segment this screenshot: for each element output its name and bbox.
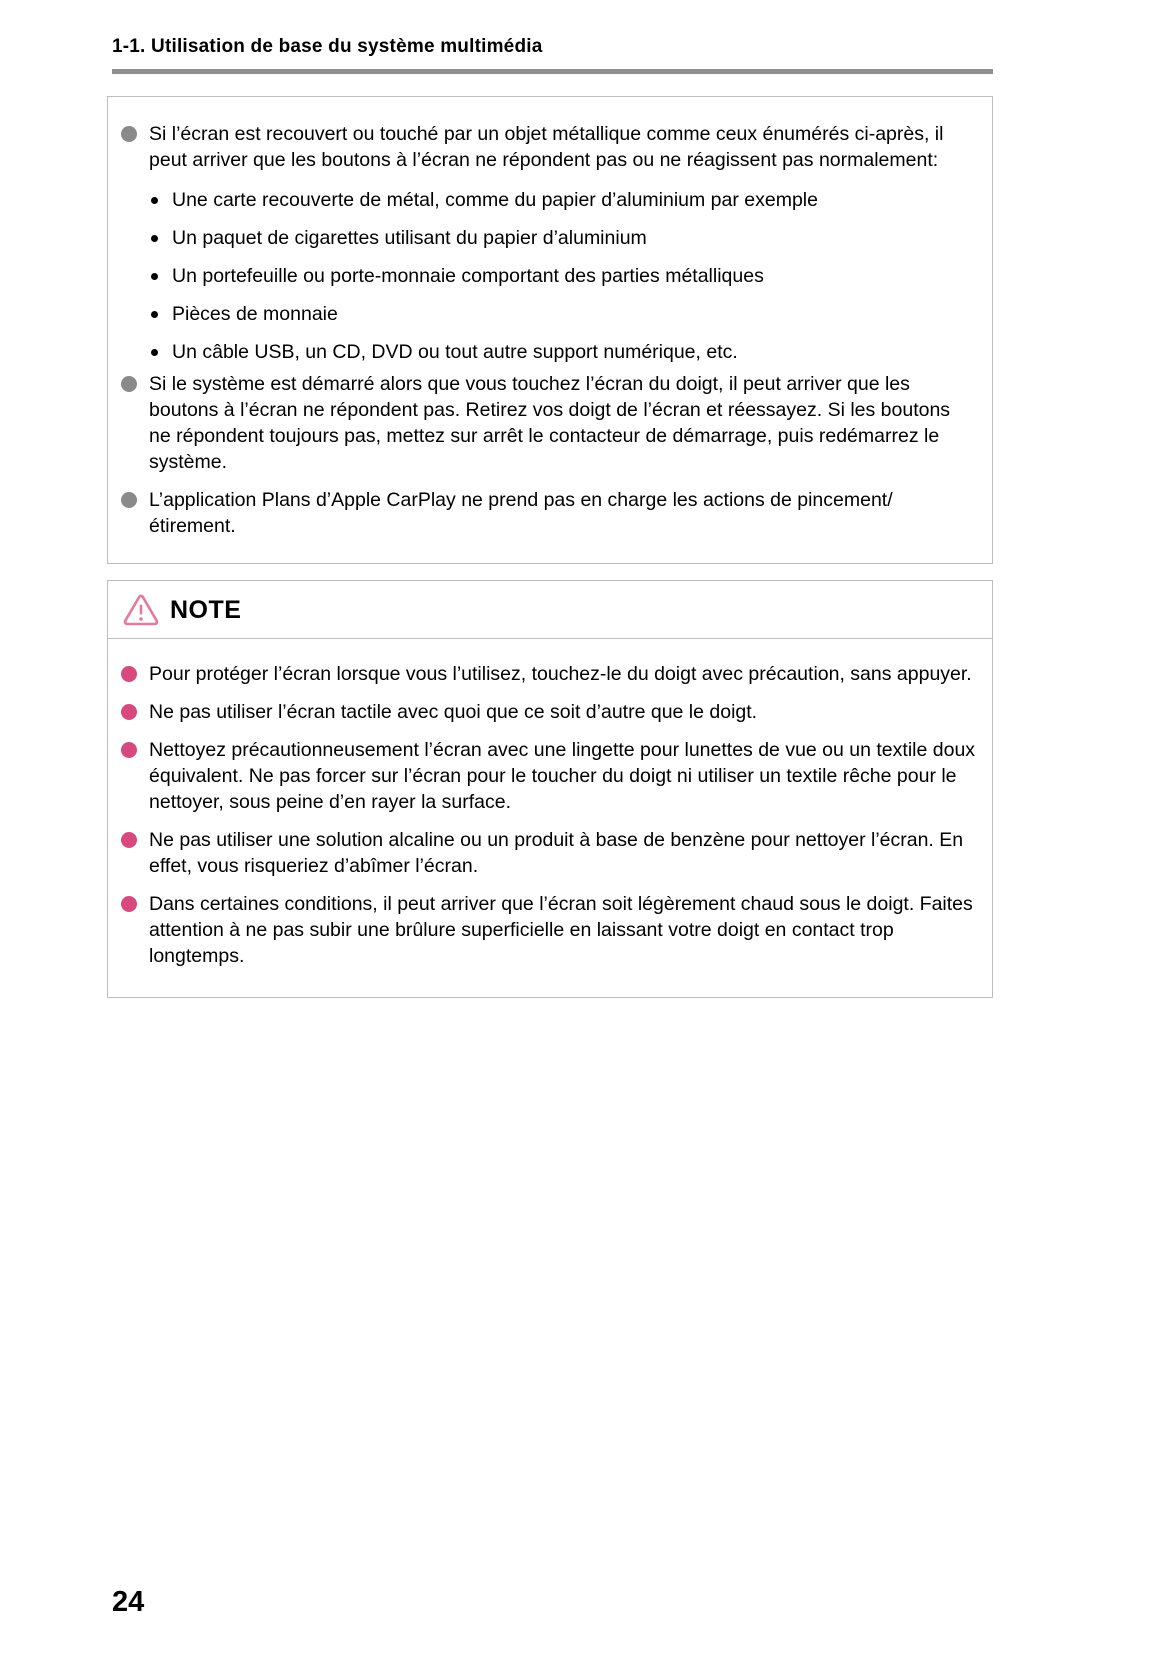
info-box — [107, 96, 993, 564]
sub-list-item — [151, 301, 976, 327]
sub-list-item — [151, 339, 976, 365]
dot-bullet-icon — [151, 235, 158, 242]
pink-bullet-icon — [121, 896, 137, 912]
list-item-text: L’application Plans d’Apple CarPlay ne prend pas en charge les actions de pincement/étirement. — [149, 489, 893, 537]
gray-bullet-icon — [121, 376, 137, 392]
pink-bullet-icon — [121, 704, 137, 720]
page-header — [112, 0, 993, 74]
list-item — [121, 827, 976, 879]
list-item-text: Ne pas utiliser l’écran tactile avec quoi que ce soit d’autre que le doigt. — [149, 701, 758, 723]
dot-bullet-icon — [151, 349, 158, 356]
note-title: NOTE — [170, 595, 242, 624]
list-item — [121, 891, 976, 969]
pink-bullet-icon — [121, 742, 137, 758]
sub-list-item — [151, 187, 976, 213]
pink-bullet-icon — [121, 666, 137, 682]
sub-list-item-text: Un paquet de cigarettes utilisant du papier d’aluminium — [172, 227, 647, 249]
dot-bullet-icon — [151, 311, 158, 318]
sub-list-item-text: Un câble USB, un CD, DVD ou tout autre support numérique, etc. — [172, 341, 738, 363]
note-box-body — [108, 639, 992, 997]
list-item-text: Pour protéger l’écran lorsque vous l’utilisez, touchez-le du doigt avec précaution, sans appuyer. — [149, 663, 972, 685]
sub-list-item-text: Pièces de monnaie — [172, 303, 338, 325]
dot-bullet-icon — [151, 197, 158, 204]
note-box — [107, 580, 993, 998]
header-divider — [112, 69, 993, 74]
list-item — [121, 121, 976, 173]
note-header — [108, 581, 992, 639]
list-item — [121, 699, 976, 725]
pink-bullet-icon — [121, 832, 137, 848]
warning-triangle-icon — [123, 594, 159, 626]
sub-list-item-text: Un portefeuille ou porte-monnaie comportant des parties métalliques — [172, 265, 764, 287]
info-box-body — [108, 97, 992, 563]
list-item — [121, 737, 976, 815]
sub-list — [151, 187, 976, 365]
list-item — [121, 487, 976, 539]
list-item-text: Nettoyez précautionneusement l’écran avec une lingette pour lunettes de vue ou un textile doux équivalent. Ne pas forcer sur l’écran pour le toucher du doigt ni utiliser un textile rêche pour le nettoyer, sous peine d’en rayer la surface. — [149, 739, 976, 813]
dot-bullet-icon — [151, 273, 158, 280]
list-item-text: Si l’écran est recouvert ou touché par un objet métallique comme ceux énumérés ci-après, il peut arriver que les boutons à l’écran ne répondent pas ou ne réagissent pas normalement: — [149, 123, 944, 171]
section-title: 1-1. Utilisation de base du système multimédia — [112, 36, 543, 57]
gray-bullet-icon — [121, 126, 137, 142]
sub-list-item — [151, 225, 976, 251]
gray-bullet-icon — [121, 492, 137, 508]
list-item — [121, 371, 976, 475]
list-item-text: Dans certaines conditions, il peut arriver que l’écran soit légèrement chaud sous le doigt. Faites attention à ne pas subir une brûlure superficielle en laissant votre doigt en contact trop longtemps. — [149, 893, 973, 967]
list-item — [121, 661, 976, 687]
page-number: 24 — [112, 1586, 145, 1618]
list-item-text: Ne pas utiliser une solution alcaline ou un produit à base de benzène pour nettoyer l’écran. En effet, vous risqueriez d’abîmer l’écran. — [149, 829, 964, 877]
sub-list-item-text: Une carte recouverte de métal, comme du papier d’aluminium par exemple — [172, 189, 818, 211]
sub-list-item — [151, 263, 976, 289]
list-item-text: Si le système est démarré alors que vous touchez l’écran du doigt, il peut arriver que les boutons à l’écran ne répondent pas. Retirez vos doigt de l’écran et réessayez. Si les boutons ne répondent toujours pas, mettez sur arrêt le contacteur de démarrage, puis redémarrez le système. — [149, 373, 951, 473]
